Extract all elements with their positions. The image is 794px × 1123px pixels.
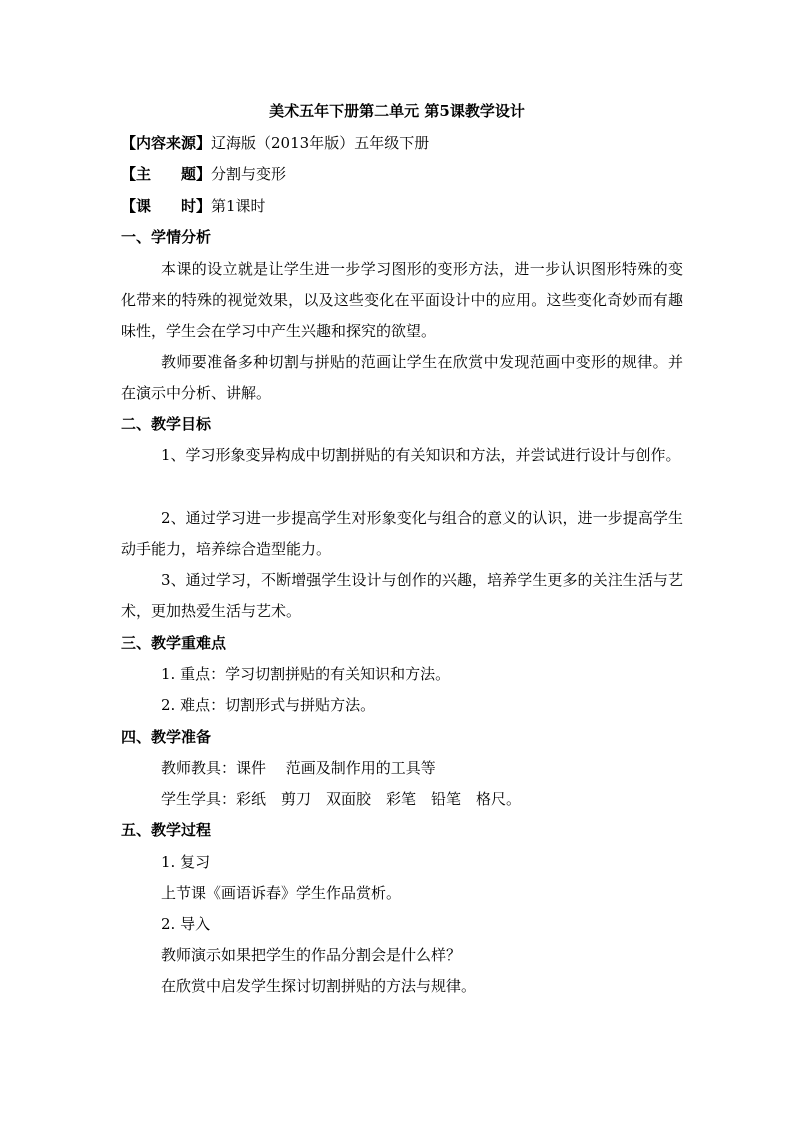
goal-1: 1、学习形象变异构成中切割拼贴的有关知识和方法，并尝试进行设计与创作。 (161, 446, 681, 464)
meta-source-value: 辽海版（2013年版）五年级下册 (211, 134, 430, 152)
meta-topic-label: 【主 题】 (121, 165, 212, 183)
meta-source-label: 【内容来源】 (121, 134, 212, 152)
key-point-2: 2. 难点：切割形式与拼贴方法。 (161, 696, 376, 714)
meta-topic-value: 分割与变形 (211, 165, 287, 183)
process-step-2-text-1: 教师演示如果把学生的作品分割会是什么样？ (161, 946, 462, 964)
section-heading-3: 三、教学重难点 (121, 634, 227, 652)
section-heading-2: 二、教学目标 (121, 415, 212, 433)
goal-2: 2、通过学习进一步提高学生对形象变化与组合的意义的认识，进一步提高学生动手能力，培养综合造型能力。 (121, 509, 683, 558)
process-step-1: 1. 复习 (161, 853, 211, 871)
section-heading-4: 四、教学准备 (121, 728, 212, 746)
process-step-2: 2. 导入 (161, 915, 211, 933)
process-step-2-text-2: 在欣赏中启发学生探讨切割拼贴的方法与规律。 (161, 977, 477, 995)
meta-period-value: 第1课时 (211, 197, 266, 215)
section-heading-1: 一、学情分析 (121, 228, 212, 246)
meta-source (121, 132, 429, 154)
page-title: 美术五年下册第二单元 第5课教学设计 (269, 102, 525, 120)
student-materials: 学生学具：彩纸 剪刀 双面胶 彩笔 铅笔 格尺。 (161, 790, 522, 808)
process-step-1-text: 上节课《画语诉春》学生作品赏析。 (161, 884, 402, 902)
meta-period-label: 【课 时】 (121, 197, 212, 215)
meta-topic (121, 163, 286, 185)
meta-period (121, 195, 266, 217)
section-1-paragraph-2: 教师要准备多种切割与拼贴的范画让学生在欣赏中发现范画中变形的规律。并在演示中分析、讲解。 (121, 353, 683, 402)
section-heading-5: 五、教学过程 (121, 821, 212, 839)
goal-3: 3、通过学习，不断增强学生设计与创作的兴趣，培养学生更多的关注生活与艺术，更加热爱生活与艺术。 (121, 571, 683, 620)
key-point-1: 1. 重点：学习切割拼贴的有关知识和方法。 (161, 665, 451, 683)
teacher-materials: 教师教具：课件 范画及制作用的工具等 (161, 759, 436, 777)
section-1-paragraph-1: 本课的设立就是让学生进一步学习图形的变形方法，进一步认识图形特殊的变化带来的特殊的视觉效果，以及这些变化在平面设计中的应用。这些变化奇妙而有趣味性，学生会在学习中产生兴趣和探究的欲望。 (121, 260, 683, 340)
